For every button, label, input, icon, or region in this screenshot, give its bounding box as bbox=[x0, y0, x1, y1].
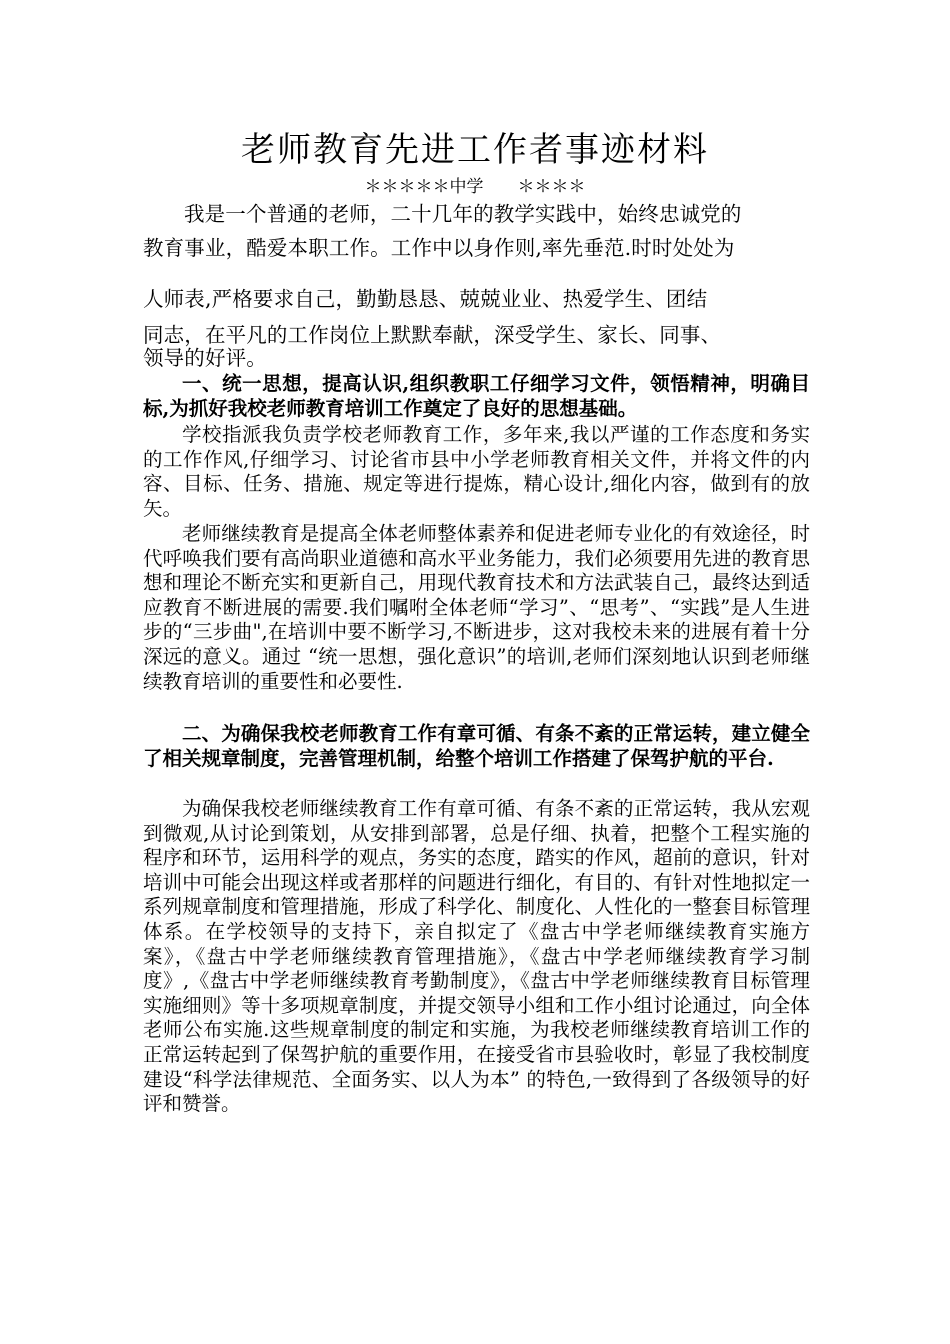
paragraph-3: 为确保我校老师继续教育工作有章可循、有条不紊的正常运转，我从宏观到微观,从讨论到策划，从安排到部署，总是仔细、执着，把整个工程实施的程序和环节，运用科学的观点，务实的态度，踏实的作风，超前的意识，针对培训中可能会出现这样或者那样的问题进行细化，有目的、有针对性地拟定一系列规章制度和管理措施，形成了科学化、制度化、人性化的一整套目标管理体系。在学校领导的支持下，亲自拟定了《盘古中学老师继续教育实施方案》，《盘古中学老师继续教育管理措施》，《盘古中学老师继续教育学习制度》,《盘古中学老师继续教育考勤制度》，《盘古中学老师继续教育目标管理实施细则》等十多项规章制度，并提交领导小组和工作小组讨论通过，向全体老师公布实施.这些规章制度的制定和实施，为我校老师继续教育培训工作的正常运转起到了保驾护航的重要作用，在接受省市县验收时，彰显了我校制度建设“科学法律规范、全面务实、以人为本” 的特色,一致得到了各级领导的好评和赞誉。 bbox=[143, 797, 810, 1116]
section-heading-2: 二、为确保我校老师教育工作有章可循、有条不紊的正常运转，建立健全了相关规章制度，完善管理机制，给整个培训工作搭建了保驾护航的平台. bbox=[143, 722, 810, 770]
intro-line-5: 领导的好评。 bbox=[143, 346, 267, 370]
intro-line-3: 人师表,严格要求自己，勤勤恳恳、兢兢业业、热爱学生、团结 bbox=[143, 287, 708, 311]
intro-line-1: 我是一个普通的老师，二十几年的教学实践中，始终忠诚党的 bbox=[184, 202, 742, 226]
intro-line-4: 同志，在平凡的工作岗位上默默奉献，深受学生、家长、同事、 bbox=[143, 323, 722, 347]
paragraph-2: 老师继续教育是提高全体老师整体素养和促进老师专业化的有效途径，时代呼唤我们要有高尚职业道德和高水平业务能力，我们必须要用先进的教育思想和理论不断充实和更新自己，用现代教育技术和方法武装自己，最终达到适应教育不断进展的需要.我们嘱咐全体老师“学习”、“思考”、“实践”是人生进步的“三步曲",在培训中要不断学习,不断进步，这对我校未来的进展有着十分深远的意义。通过 “统一思想，强化意识”的培训,老师们深刻地认识到老师继续教育培训的重要性和必要性. bbox=[143, 522, 810, 693]
paragraph-1: 学校指派我负责学校老师教育工作，多年来,我以严谨的工作态度和务实的工作作风,仔细学习、讨论省市县中小学老师教育相关文件，并将文件的内容、目标、任务、措施、规定等进行提炼，精心设计,细化内容，做到有的放矢。 bbox=[143, 423, 810, 520]
document-subtitle: ＊＊＊＊＊中学 ＊＊＊＊ bbox=[364, 177, 586, 197]
document-title: 老师教育先进工作者事迹材料 bbox=[241, 130, 709, 170]
section-heading-1: 一、统一思想，提高认识,组织教职工仔细学习文件，领悟精神，明确目标,为抓好我校老师教育培训工作奠定了良好的思想基础。 bbox=[143, 372, 810, 420]
intro-line-2: 教育事业，酷爱本职工作。工作中以身作则,率先垂范.时时处处为 bbox=[143, 236, 735, 260]
